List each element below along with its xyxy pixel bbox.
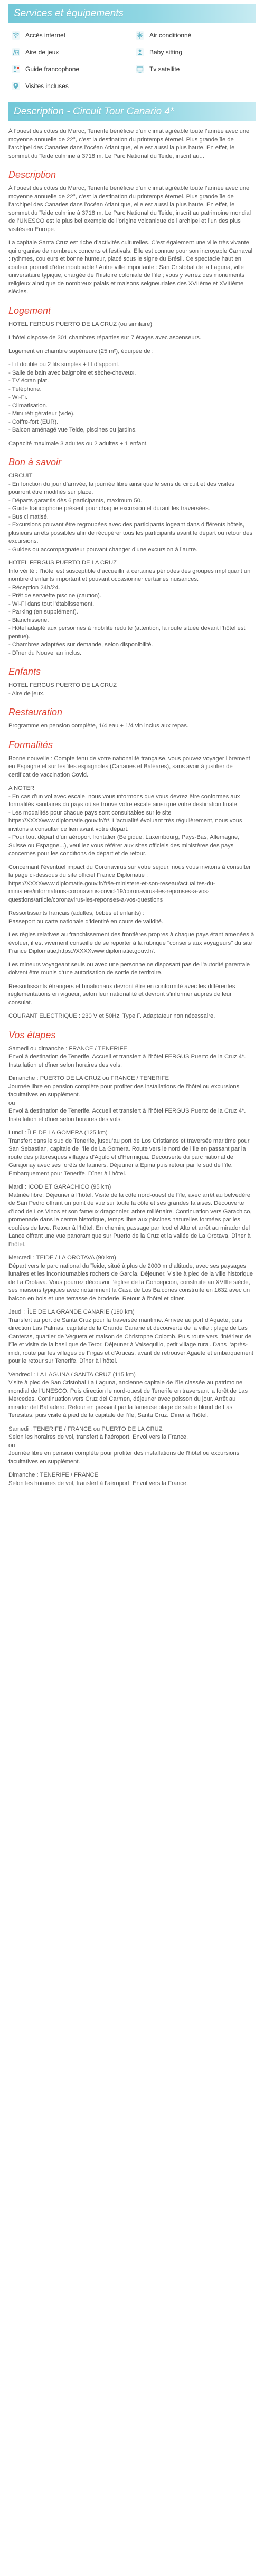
page [0,4,264,1488]
description-intro [8,128,256,160]
etape-day: Mercredi : TEIDE / LA OROTAVA (90 km) Départ vers le parc national du Teide, situé à plus de 2000 m d’altitude, avec ses paysages lunaires et les incontournables rochers de García. Déjeuner. Visite à pied de la ville historique de La Orotava. Vous pourrez découvrir l’église de la Concepción, construite au XVIIIe siècle, ses maisons typiques avec notamment la Casa de Los Balcones construite en 1632 avec un balcon en bois et une terrasse de broderie. Retour à l’hôtel et dîner. [8,1255,253,1302]
etape-day: Jeudi : ÎLE DE LA GRANDE CANARIE (190 km) Transfert au port de Santa Cruz pour la traversée maritime. Arrivée au port d’Agaete, puis direction Las Palmas, capitale de la Grande Canarie et découverte de la ville : plage de Las Canteras, quartier de Vegueta et maison de Christophe Colomb. Puis route vers l’intérieur de l’île et visite de la basilique de Teror. Déjeuner à Valsequillo, petit village rural. Dans l’après-midi, route par les villages de Firgas et d’Arucas, avant de retrouver Agaete et embarquement pour le retour sur Tenerife. Dîner à l’hôtel. [8,1309,253,1364]
snowflake-icon [136,31,144,40]
formalites-paragraph: A NOTER - En cas d’un vol avec escale, nous vous informons que vous devrez être conformes aux formalités sanitaires du pays où se trouve votre escale ainsi que votre destination finale. - Les modalités pour chaque pays sont consultables sur le site https://XXXXwww.diplomatie.gouv.fr/fr/. L’actualité évoluant très régulièrement, nous vous invitons à consulter ce lien avant votre départ. - Pour tout départ d’un aéroport frontalier (Belgique, Luxembourg, Pays-Bas, Allemagne, Suisse ou Espagne...), veuillez vous référer aux sites officiels des ministères des pays concernés pour les conditions de départ et de retour. [8,785,242,857]
formalites-paragraph: Les règles relatives au franchissement des frontières propres à chaque pays étant amenées à évoluer, il est vivement conseillé de se reporter à la rubrique "conseils aux voyageurs" du site France Diplomatie,https://XXXXwww.diplomatie.gouv.fr/. [8,932,254,954]
service-item-tv [136,62,252,76]
main-content [8,169,256,1488]
enfants-title: Enfants [8,666,41,677]
service-item-babysitting [136,45,252,59]
etape-day: Lundi : ÎLE DE LA GOMERA (125 km) Transfert dans le sud de Tenerife, jusqu’au port de Los Cristianos et traversée maritime pour San Sebastian, capitale de l’île de La Gomera. Route vers le nord de l’île en passant par la route des pittoresques villages d’Agulo et d’Hermigua. Découverte du parc national de Garajonay avec ses forêts de lauriers. Déjeuner à Epina puis retour par le sud de l’île. Embarquement pour Tenerife. Dîner à l’hôtel. [8,1129,250,1177]
etape-day: Mardi : ICOD ET GARACHICO (95 km) Matinée libre. Déjeuner à l’hôtel. Visite de la côte nord-ouest de l’île, avec arrêt au belvédère de San Pedro offrant un point de vue sur toute la côte et ses grandes falaises. Découverte d’Icod de Los Vinos et son fameux dragonnier, arbre millénaire. Continuation vers Garachico, promenade dans le centre historique, temps libre aux piscines naturelles formées par les coulées de lave. Retour à l’hôtel. En chemin, passage par Icod el Alto et arrêt au mirador del Lance offrant une vue panoramique sur Puerto de la Cruz et la vallée de La Orotava. Dîner à l’hôtel. [8,1184,252,1248]
service-label: Tv satellite [149,65,180,73]
visit-icon [12,82,20,90]
formalites-paragraph: Ressortissants français (adultes, bébés et enfants) : Passeport ou carte nationale d’identité en cours de validité. [8,910,163,925]
service-item-playground [12,45,128,59]
logement-title: Logement [8,305,51,316]
etape-day: Vendredi : LA LAGUNA / SANTA CRUZ (115 km) Visite à pied de San Cristobal La Laguna, ancienne capitale de l’île classée au patrimoine mondial de l’UNESCO. Puis direction le nord-ouest de Tenerife en traversant la forêt de Las Mercedes. Continuation vers Cruz del Carmen, déjeuner avec poisson du jour. Arrêt au mirador del Balladero. Retour en passant par la fameuse plage de sable blond de Las Teresitas, puis visite à pied de la capitale de l’île, Santa Cruz. Dîner à l’hôtel. [8,1371,248,1419]
formalites-title: Formalités [8,739,53,750]
description-paragraph: À l’ouest des côtes du Maroc, Tenerife bénéficie d’un climat agréable toute l’année avec une moyenne annuelle de 22°, c’est la destination du printemps éternel. Plus grande île de l’archipel des Canaries dans l’océan Atlantique, elle est aussi la plus haute. En effet, le sommet du Teide culmine à 3718 m. Le Parc National du Teide, inscrit au patrimoine mondial de l’UNESCO est le plus bel exemple de l’origine volcanique de l’archipel et l’un des plus visités en Europe. [8,185,251,233]
etape-day: Samedi : TENERIFE / FRANCE ou PUERTO DE LA CRUZ Selon les horaires de vol, transfert à l’aéroport. Envol vers la France. ou Journée libre en pension complète pour profiter des installations de l’hôtel ou excursions facultatives en supplément. [8,1425,240,1465]
restauration-title: Restauration [8,707,63,717]
logement-paragraph: Capacité maximale 3 adultes ou 2 adultes + 1 enfant. [8,440,148,447]
service-item-aircon [136,28,252,42]
logement-paragraph: L’hôtel dispose de 301 chambres réparties sur 7 étages avec ascenseurs. [8,334,202,341]
guide-icon [12,65,20,73]
wifi-icon [12,31,20,40]
bon-a-savoir-hotel: HOTEL FERGUS PUERTO DE LA CRUZ Info vérité : l’hôtel est susceptible d’accueillir à certaines périodes des groupes impliquant un nombre d’enfants important et pouvant occasionner certaines nuisances. - Réception 24h/24. - Prêt de serviette piscine (caution). - Wi-Fi dans tout l’établissement. - Parking (en supplément). - Blanchisserie. - Hôtel adapté aux personnes à mobilité réduite (attention, la route située devant l’hôtel est pentue). - Chambres adaptées sur demande, selon disponibilité. - Dîner du Nouvel an inclus. [8,560,251,656]
logement-equipment-list: - Lit double ou 2 lits simples + lit d’appoint. - Salle de bain avec baignoire et sèche-cheveux. - TV écran plat. - Téléphone. - Wi-Fi. - Climatisation. - Mini réfrigérateur (vide). - Coffre-fort (EUR). - Balcon aménagé vue Teide, piscines ou jardins. [8,361,137,433]
formalites-paragraph: Les mineurs voyageant seuls ou avec une personne ne disposant pas de l’autorité parentale doivent être munis d’une autorisation de sortie de territoire. [8,961,250,976]
bon-a-savoir-title: Bon à savoir [8,457,62,467]
etape-day: Samedi ou dimanche : FRANCE / TENERIFE Envol à destination de Tenerife. Accueil et transfert à l’hôtel FERGUS Puerto de la Cruz 4*. Installation et dîner selon horaires des vols. [8,1045,246,1068]
service-label: Visites incluses [25,82,69,90]
services-grid [8,23,256,98]
enfants-paragraph: HOTEL FERGUS PUERTO DE LA CRUZ - Aire de jeux. [8,682,117,697]
service-label: Aire de jeux [25,49,59,56]
service-label: Air conditionné [149,32,192,39]
service-label: Guide francophone [25,65,80,73]
baby-icon [136,48,144,56]
etape-day: Dimanche : PUERTO DE LA CRUZ ou FRANCE / TENERIFE Journée libre en pension complète pour profiter des installations de l’hôtel ou excursions facultatives en supplément. ou Envol à destination de Tenerife. Accueil et transfert à l’hôtel FERGUS Puerto de la Cruz 4*. Installation et dîner selon horaires des vols. [8,1075,246,1123]
intro-text: À l’ouest des côtes du Maroc, Tenerife bénéficie d’un climat agréable toute l’année avec une moyenne annuelle de 22°, c’est la destination du printemps éternel. Plus grande île de l’archipel des Canaries dans l’océan Atlantique, elle est aussi la plus haute. En effet, le sommet du Teide culmine à 3718 m. Le Parc National du Teide, inscrit au... [8,128,250,159]
services-header: Services et équipements [8,4,256,23]
logement-paragraph: Logement en chambre supérieure (25 m²), équipée de : [8,348,154,355]
service-label: Baby sitting [149,49,183,56]
description-paragraph: La capitale Santa Cruz est riche d’activités culturelles. C’est également une ville très vivante qui organise de nombreux concerts et festivals. Elle est connue pour son incroyable Carnaval : rythmes, couleurs et bonne humeur, placé sous le signe du Brésil. Ce spectacle haut en couleur promet d’être inoubliable ! Autre ville importante : San Cristobal de la Laguna, ville universitaire typique, chargée de l’histoire coloniale de l’île ; vous y verrez des monuments religieux ainsi que de nombreux palais et maisons seigneuriales des XVIIème et XVIIIème siècles. [8,240,253,295]
description-header: Description - Circuit Tour Canario 4* [8,102,256,121]
restauration-paragraph: Programme en pension complète, 1/4 eau + 1/4 vin inclus aux repas. [8,723,189,729]
formalites-paragraph: COURANT ELECTRIQUE : 230 V et 50Hz, Type F. Adaptateur non nécessaire. [8,1013,215,1019]
formalites-paragraph: Ressortissants étrangers et binationaux devront être en conformité avec les différentes réglementations en vigueur, selon leur nationalité et devront s’informer auprès de leur consulat. [8,983,235,1006]
playground-icon [12,48,20,56]
service-item-visits [12,79,128,93]
bon-a-savoir-circuit: CIRCUIT - En fonction du jour d’arrivée, la journée libre ainsi que le sens du circuit et des visites pourront être modifiés sur place. - Départs garantis dès 6 participants, maximum 50. - Guide francophone présent pour chaque excursion et durant les traversées. - Bus climatisé. - Excursions pouvant être regroupées avec des participants logeant dans différents hôtels, plusieurs arrêts possibles afin de récupérer tous les participants avant le départ ou retour des excursions. - Guides ou accompagnateur pouvant changer d’une excursion à l’autre. [8,473,253,553]
logement-paragraph: HOTEL FERGUS PUERTO DE LA CRUZ (ou similaire) [8,321,153,328]
service-item-guide [12,62,128,76]
tv-icon [136,65,144,73]
service-label: Accès internet [25,32,66,39]
etapes-title: Vos étapes [8,1029,56,1040]
formalites-paragraph: Bonne nouvelle : Compte tenu de votre nationalité française, vous pouvez voyager librement en Espagne et sur les îles espagnoles (Canaries et Baléares), sans avoir à justifier de certificat de vaccination Covid. [8,755,250,778]
service-item-internet [12,28,128,42]
etape-day: Dimanche : TENERIFE / FRANCE Selon les horaires de vol, transfert à l’aéroport. Envol vers la France. [8,1472,188,1487]
description-title: Description [8,169,56,180]
formalites-paragraph: Concernant l’éventuel impact du Coronavirus sur votre séjour, nous vous invitons à consulter la page ci-dessous du site officiel France Diplomatie : https://XXXXwww.diplomatie.gouv.fr/fr/le-ministere-et-son-reseau/actualites-du-ministere/informations-coronavirus-covid-19/coronavirus-les-reponses-a-vos-questions/article/coronavirus-les-reponses-a-vos-questions [8,864,251,903]
